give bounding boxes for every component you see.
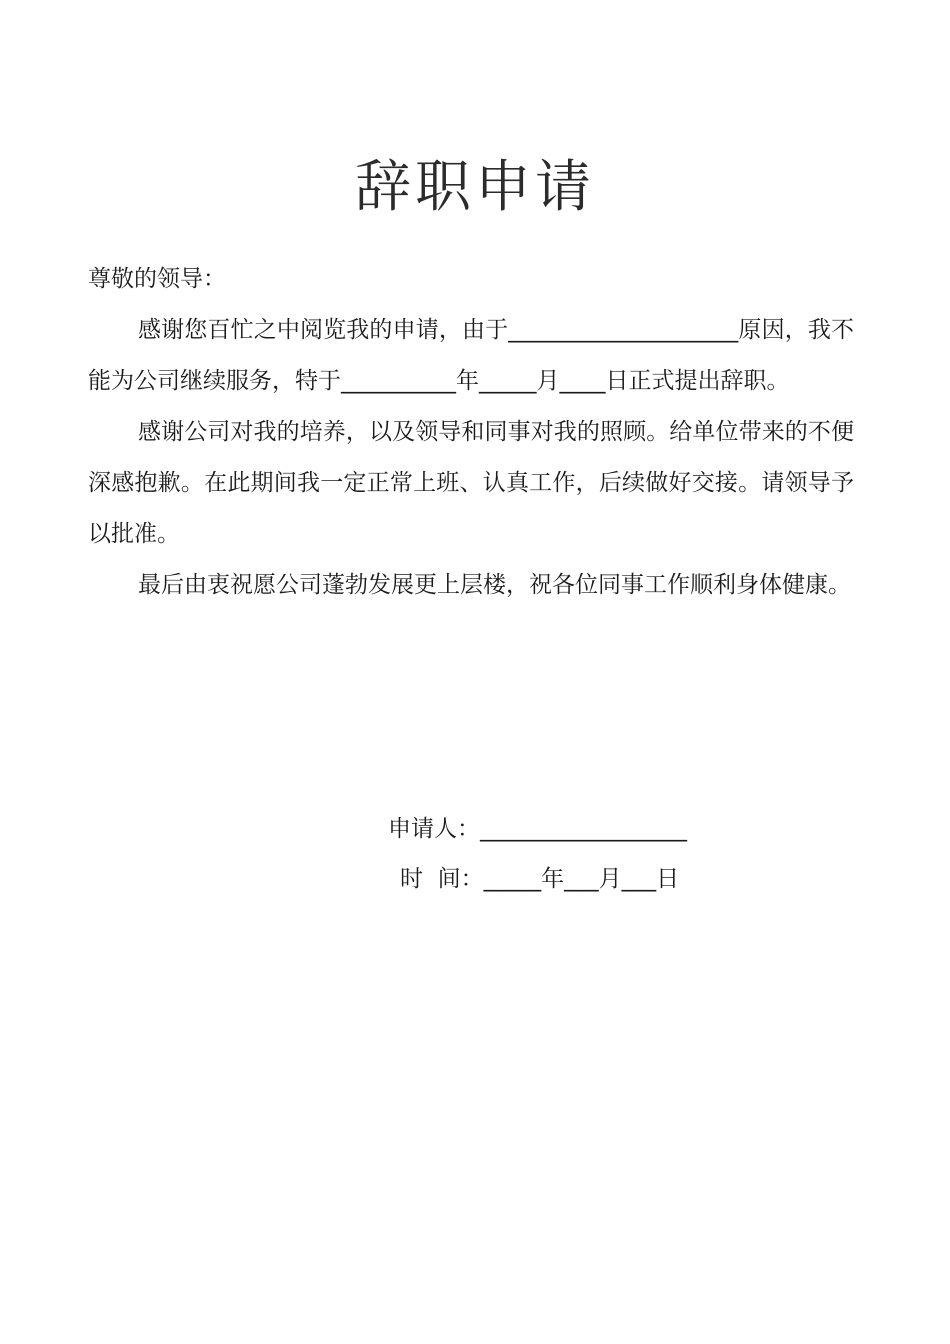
time-label: 时 间： — [400, 866, 484, 892]
applicant-label: 申请人： — [388, 816, 480, 842]
document-body — [88, 254, 854, 611]
paragraph-wishes: 最后由衷祝愿公司蓬勃发展更上层楼，祝各位同事工作顺利身体健康。 — [138, 572, 851, 598]
salutation: 尊敬的领导： — [88, 266, 226, 292]
document-title: 辞职申请 — [355, 155, 595, 220]
time-value: _____年___月___日 — [483, 866, 680, 892]
applicant-blank: __________________ — [480, 816, 687, 842]
paragraph-thanks: 感谢公司对我的培养，以及领导和同事对我的照顾。给单位带来的不便深感抱歉。在此期间我一定正常上班、认真工作，后续做好交接。请领导予以批准。 — [88, 419, 854, 547]
paragraph-reason: 感谢您百忙之中阅览我的申请，由于____________________原因，我不能为公司继续服务，特于__________年_____月____日正式提出辞职。 — [88, 317, 854, 394]
applicant-row — [388, 804, 687, 854]
time-row — [388, 854, 687, 904]
signature-block — [388, 804, 687, 904]
